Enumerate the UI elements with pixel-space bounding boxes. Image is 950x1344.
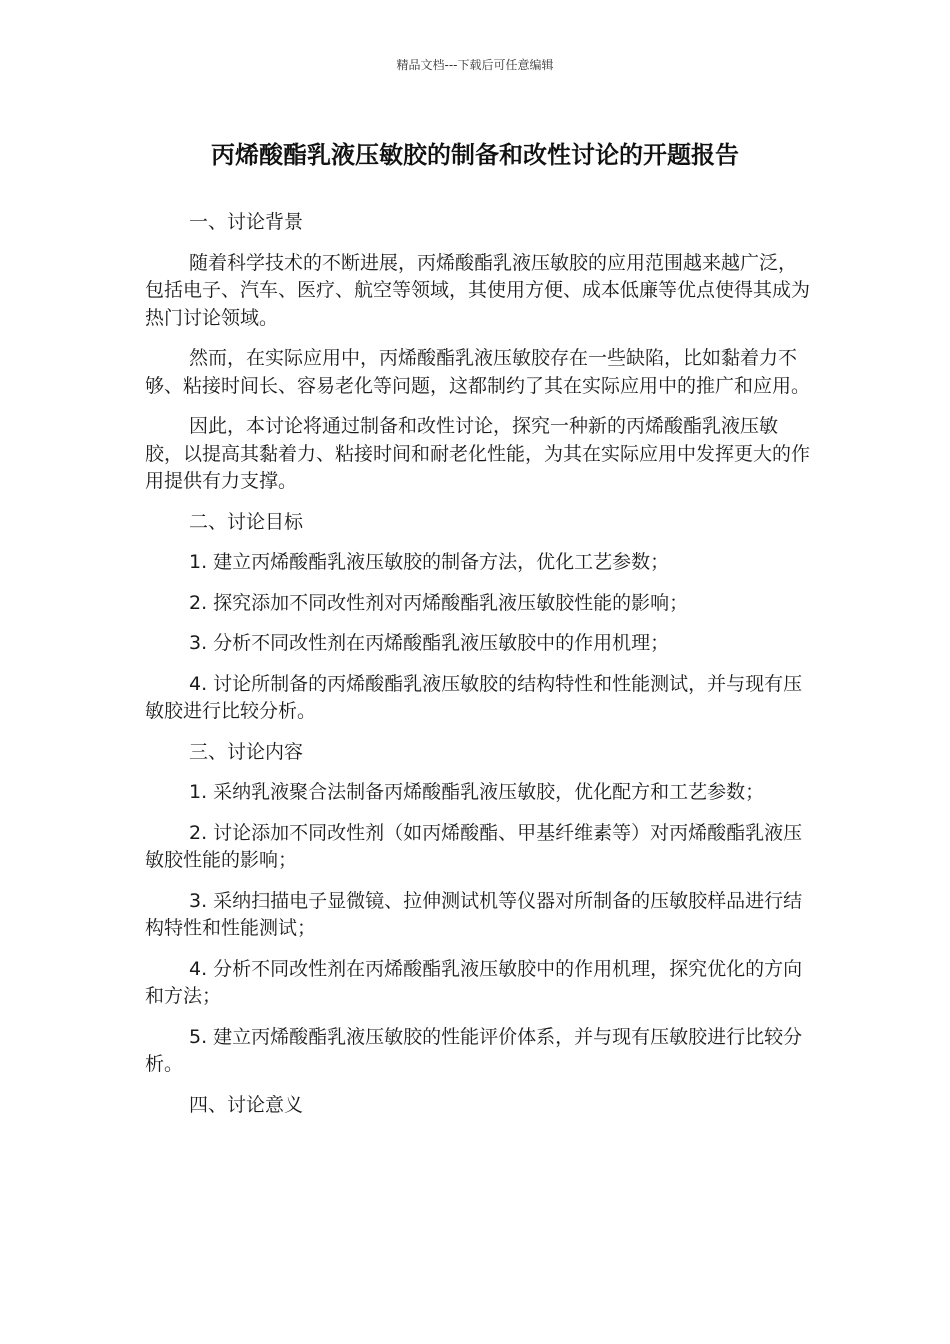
header-note: 精品文档---下载后可任意编辑 xyxy=(396,58,554,72)
section-heading-significance: 四、讨论意义 xyxy=(189,1093,304,1116)
objective-item-4: 4. 讨论所制备的丙烯酸酯乳液压敏胶的结构特性和性能测试，并与现有压敏胶进行比较分析。 xyxy=(145,672,803,722)
content-item-3: 3. 采纳扫描电子显微镜、拉伸测试机等仪器对所制备的压敏胶样品进行结构特性和性能测试； xyxy=(145,889,803,939)
objective-item-1: 1. 建立丙烯酸酯乳液压敏胶的制备方法，优化工艺参数； xyxy=(189,551,670,573)
section-heading-objectives: 二、讨论目标 xyxy=(189,510,304,533)
section-heading-content: 三、讨论内容 xyxy=(189,740,304,763)
content-item-5: 5. 建立丙烯酸酯乳液压敏胶的性能评价体系，并与现有压敏胶进行比较分析。 xyxy=(145,1025,803,1075)
background-paragraph-3: 因此，本讨论将通过制备和改性讨论，探究一种新的丙烯酸酯乳液压敏胶，以提高其黏着力、粘接时间和耐老化性能，为其在实际应用中发挥更大的作用提供有力支撑。 xyxy=(145,415,811,492)
background-paragraph-1: 随着科学技术的不断进展，丙烯酸酯乳液压敏胶的应用范围越来越广泛，包括电子、汽车、医疗、航空等领域，其使用方便、成本低廉等优点使得其成为热门讨论领域。 xyxy=(145,251,811,329)
objective-item-3: 3. 分析不同改性剂在丙烯酸酯乳液压敏胶中的作用机理； xyxy=(189,632,670,654)
content-item-1: 1. 采纳乳液聚合法制备丙烯酸酯乳液压敏胶，优化配方和工艺参数； xyxy=(189,781,765,803)
section-heading-background: 一、讨论背景 xyxy=(189,211,304,233)
objective-item-2: 2. 探究添加不同改性剂对丙烯酸酯乳液压敏胶性能的影响； xyxy=(189,591,689,614)
background-paragraph-2: 然而，在实际应用中，丙烯酸酯乳液压敏胶存在一些缺陷，比如黏着力不够、粘接时间长、容易老化等问题，这都制约了其在实际应用中的推广和应用。 xyxy=(145,347,811,397)
document-title: 丙烯酸酯乳液压敏胶的制备和改性讨论的开题报告 xyxy=(211,141,739,169)
content-item-4: 4. 分析不同改性剂在丙烯酸酯乳液压敏胶中的作用机理，探究优化的方向和方法； xyxy=(145,957,803,1007)
document-body xyxy=(145,209,813,1132)
content-item-2: 2. 讨论添加不同改性剂（如丙烯酸酯、甲基纤维素等）对丙烯酸酯乳液压敏胶性能的影响； xyxy=(145,821,803,871)
